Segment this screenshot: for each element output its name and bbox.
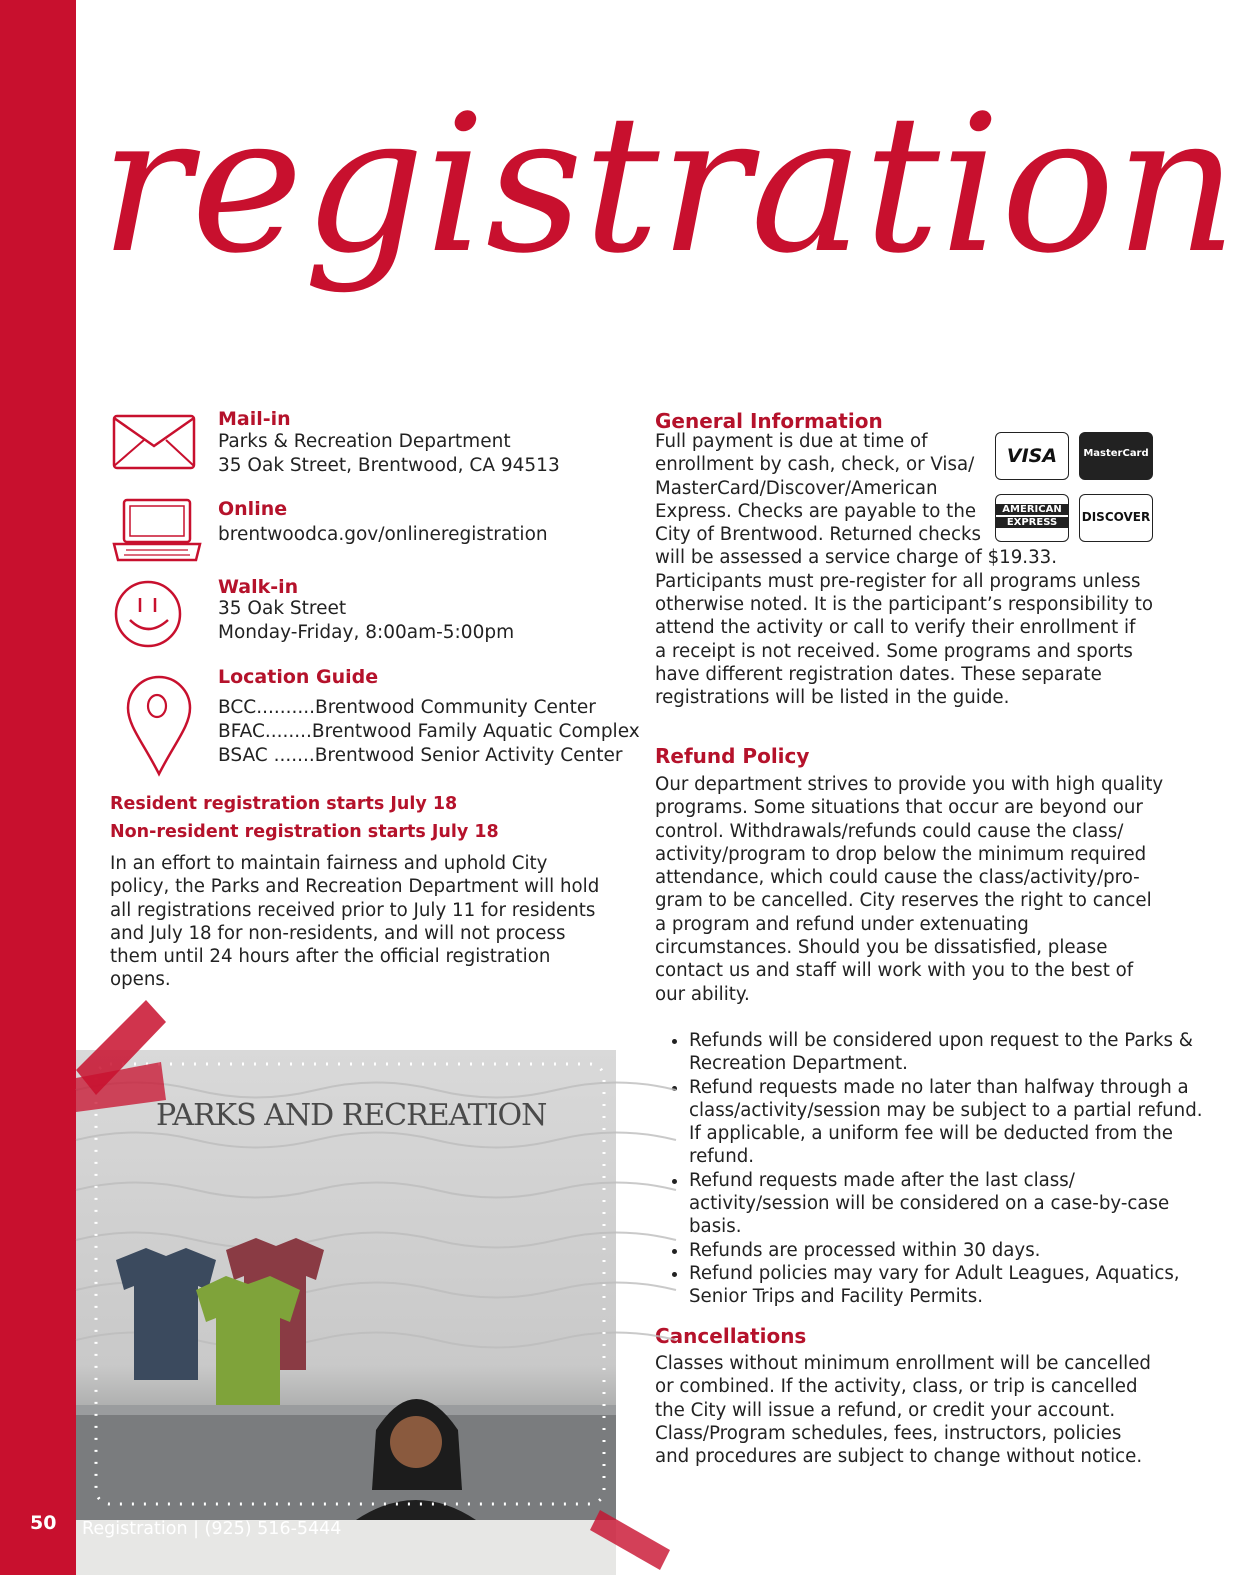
walkin-line-2: Monday-Friday, 8:00am-5:00pm xyxy=(218,622,515,643)
mail-line-2: 35 Oak Street, Brentwood, CA 94513 xyxy=(218,455,560,476)
page-number: 50 xyxy=(30,1512,57,1534)
registration-paragraph: In an effort to maintain fairness and uphold City policy, the Parks and Recreation Department will hold all registrations received prior to July 11 for residents and July 18 for non-residents, and will not process them until 24 hours after the official registration opens. xyxy=(110,853,600,991)
refund-bullets xyxy=(655,1029,1209,1309)
map-pin-icon xyxy=(124,674,194,778)
payment-cards xyxy=(995,432,1155,544)
amex-card: AMERICAN EXPRESS xyxy=(995,494,1069,542)
location-label: Location Guide xyxy=(218,666,379,688)
discover-card: DISCOVER xyxy=(1079,494,1153,542)
mastercard-card: MasterCard xyxy=(1079,432,1153,480)
laptop-icon xyxy=(110,498,204,564)
cancellations-paragraph: Classes without minimum enrollment will be cancelled or combined. If the activity, class, or trip is cancelled the City will issue a refund, or credit your account. Class/Program schedules, fees, instructors, policies and procedures are subject to change without notice. xyxy=(655,1353,1151,1468)
refund-heading: Refund Policy xyxy=(655,744,810,768)
refund-paragraph: Our department strives to provide you with high quality programs. Some situations that occur are beyond our control. Withdrawals/refunds could cause the class/ activity/program to drop below the minimum required attendance, which could cause the class/activity/pro- gram to be cancelled. City reserves the right to cancel a program and refund under extenuating circumstances. Should you be dissatisfied, please contact us and staff will work with you to the best of our ability. xyxy=(655,774,1164,1005)
page-title xyxy=(100,60,1238,390)
general-info-heading: General Information xyxy=(655,409,883,433)
walkin-label: Walk-in xyxy=(218,576,299,598)
online-url[interactable]: brentwoodca.gov/onlineregistration xyxy=(218,524,548,545)
page-title-text: registration xyxy=(100,74,1238,295)
refund-bullet: • Refunds are processed within 30 days. xyxy=(689,1239,1209,1262)
nonresident-registration-date: Non-resident registration starts July 18 xyxy=(110,822,499,842)
refund-bullet: • Refund requests made no later than halfway through a class/activity/session may be subject to a partial refund. If applicable, a uniform fee will be deducted from the refund. xyxy=(689,1076,1209,1169)
walkin-line-1: 35 Oak Street xyxy=(218,598,347,619)
refund-bullet: • Refund policies may vary for Adult Leagues, Aquatics, Senior Trips and Facility Permits. xyxy=(689,1262,1209,1309)
location-bsac: BSAC .......Brentwood Senior Activity Center xyxy=(218,745,623,766)
photo-sign-text: PARKS AND RECREATION xyxy=(156,1098,547,1133)
envelope-icon xyxy=(110,408,200,472)
general-info-paragraph: Full payment is due at time of enrollment by cash, check, or Visa/ MasterCard/Discover/American Express. Checks are payable to the City of Brentwood. Returned checks will be assessed a service charge of $19.33. Participants must pre-register for all programs unless otherwise noted. It is the participant’s responsibility to attend the activity or call to verify their enrollment if a receipt is not received. Some programs and sports have different registration dates. These separate registrations will be listed in the guide. xyxy=(655,431,1154,709)
resident-registration-date: Resident registration starts July 18 xyxy=(110,794,458,814)
location-bfac: BFAC........Brentwood Family Aquatic Complex xyxy=(218,721,640,742)
visa-card: VISA xyxy=(995,432,1069,480)
location-bcc: BCC..........Brentwood Community Center xyxy=(218,697,596,718)
online-label: Online xyxy=(218,498,288,520)
mail-line-1: Parks & Recreation Department xyxy=(218,431,511,452)
mail-label: Mail-in xyxy=(218,408,291,430)
cancellations-heading: Cancellations xyxy=(655,1324,807,1348)
refund-bullet: • Refunds will be considered upon request to the Parks & Recreation Department. xyxy=(689,1029,1209,1076)
footer-contact: Registration | (925) 516-5444 xyxy=(82,1519,342,1539)
left-accent-bar xyxy=(0,0,76,1575)
tape-decoration xyxy=(76,1000,316,1130)
smiley-icon xyxy=(110,576,184,650)
refund-bullet: • Refund requests made after the last class/ activity/session will be considered on a case-by-case basis. xyxy=(689,1169,1209,1239)
tape-decoration xyxy=(590,1500,680,1570)
